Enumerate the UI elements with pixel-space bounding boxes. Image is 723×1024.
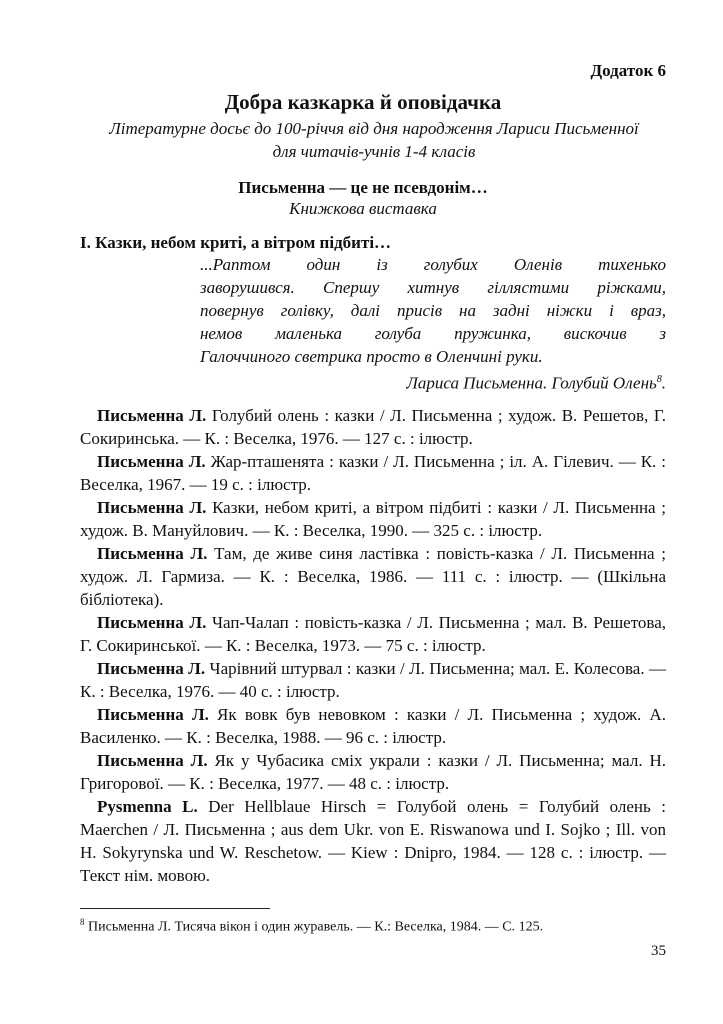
bibliography-entry (80, 703, 666, 749)
bibliography-entry (80, 496, 666, 542)
entry-author: Письменна Л. (97, 705, 209, 724)
epigraph-line: ...Раптом один із голубих Оленів тихенько (200, 255, 666, 274)
entry-author: Письменна Л. (97, 406, 207, 425)
entry-text: Чап-Чалап : повість-казка / Л. Письменна ; мал. В. Решетова, Г. Сокиринської. — К. : Веселка, 1973. — 75 с. : ілюстр. (80, 613, 667, 655)
entry-author: Письменна Л. (97, 751, 208, 770)
bibliography-entry (80, 542, 666, 611)
epigraph-line: Галоччиного светрика просто в Оленчині руки. (200, 347, 543, 366)
entry-author: Pysmenna L. (97, 797, 198, 816)
entry-author: Письменна Л. (97, 659, 206, 678)
entry-text: Казки, небом криті, а вітром підбиті : казки / Л. Письменна ; худож. В. Мануйлович. — К. : Веселка, 1990. — 325 с. : ілюстр. (80, 498, 667, 540)
entry-text: Там, де живе синя ластівка : повість-казка / Л. Письменна ; худож. Л. Гармиза. — К. : Веселка, 1986. — 111 с. : ілюстр. — (Шкільна бібліотека). (80, 544, 666, 609)
exhibition-type: Книжкова виставка (289, 199, 437, 218)
section-heading: І. Казки, небом криті, а вітром підбиті… (80, 233, 392, 252)
bibliography-entry (80, 404, 666, 450)
bibliography-list (80, 404, 666, 887)
page-number: 35 (651, 943, 666, 959)
epigraph-line: немов маленька голуба пружинка, вискочив з (200, 324, 666, 343)
epigraph-line: заворушився. Спершу хитнув гіллястими ріжками, (200, 278, 666, 297)
exhibition-title: Письменна — це не псевдонім… (238, 178, 488, 197)
entry-text: Чарівний штурвал : казки / Л. Письменна; мал. Е. Колесова. — К. : Веселка, 1976. — 40 с. : ілюстр. (80, 659, 666, 701)
entry-text: Der Hellblaue Hirsch = Голубой олень = Голубий олень : Maerchen / Л. Письменна ; aus dem Ukr. von E. Riswanowa und I. Sojko ; Ill. von H. Sokyrynska und W. Reschetow. — Kiew : Dnipro, 1984. — 128 с. : ілюстр. — Текст нім. мовою. (80, 797, 666, 885)
entry-text: Жар-пташенята : казки / Л. Письменна ; іл. А. Гілевич. — К. : Веселка, 1967. — 19 с. : ілюстр. (80, 452, 667, 494)
footnote-text: Письменна Л. Тисяча вікон і один журавель. — К.: Веселка, 1984. — С. 125. (88, 919, 544, 935)
footnote (80, 917, 666, 936)
bibliography-entry (80, 611, 666, 657)
epigraph-attribution: Лариса Письменна. Голубий Олень$^8$. (406, 373, 666, 393)
epigraph-line: повернув голівку, далі присів на задні ніжки і враз, (200, 301, 666, 320)
entry-author: Письменна Л. (97, 613, 207, 632)
footnote-divider (80, 908, 270, 909)
page-title: Добра казкарка й оповідачка (224, 90, 502, 114)
entry-text: Як у Чубасика сміх украли : казки / Л. Письменна; мал. Н. Григорової. — К. : Веселка, 1977. — 48 с. : ілюстр. (80, 751, 666, 793)
footnote-ref: 8 (656, 374, 662, 385)
entry-text: Голубий олень : казки / Л. Письменна ; худож. В. Решетов, Г. Сокиринська. — К. : Веселка, 1976. — 127 с. : ілюстр. (80, 406, 666, 448)
bibliography-entry (80, 795, 666, 887)
entry-author: Письменна Л. (97, 452, 206, 471)
footnote-number: 8 (80, 917, 85, 927)
bibliography-entry (80, 657, 666, 703)
bibliography-entry (80, 749, 666, 795)
entry-author: Письменна Л. (97, 498, 207, 517)
entry-author: Письменна Л. (97, 544, 208, 563)
entry-text: Як вовк був невовком : казки / Л. Письменна ; худож. А. Василенко. — К. : Веселка, 1988. — 96 с. : ілюстр. (80, 705, 667, 747)
appendix-label: Додаток 6 (590, 61, 666, 80)
page-subtitle: Літературне досьє до 100-річчя від дня народження Лариси Письменної для читачів-учнів 1-4 класів (109, 119, 639, 161)
bibliography-entry (80, 450, 666, 496)
epigraph (200, 253, 666, 395)
epigraph-attribution-text: Лариса Письменна. Голубий Олень (406, 373, 657, 393)
